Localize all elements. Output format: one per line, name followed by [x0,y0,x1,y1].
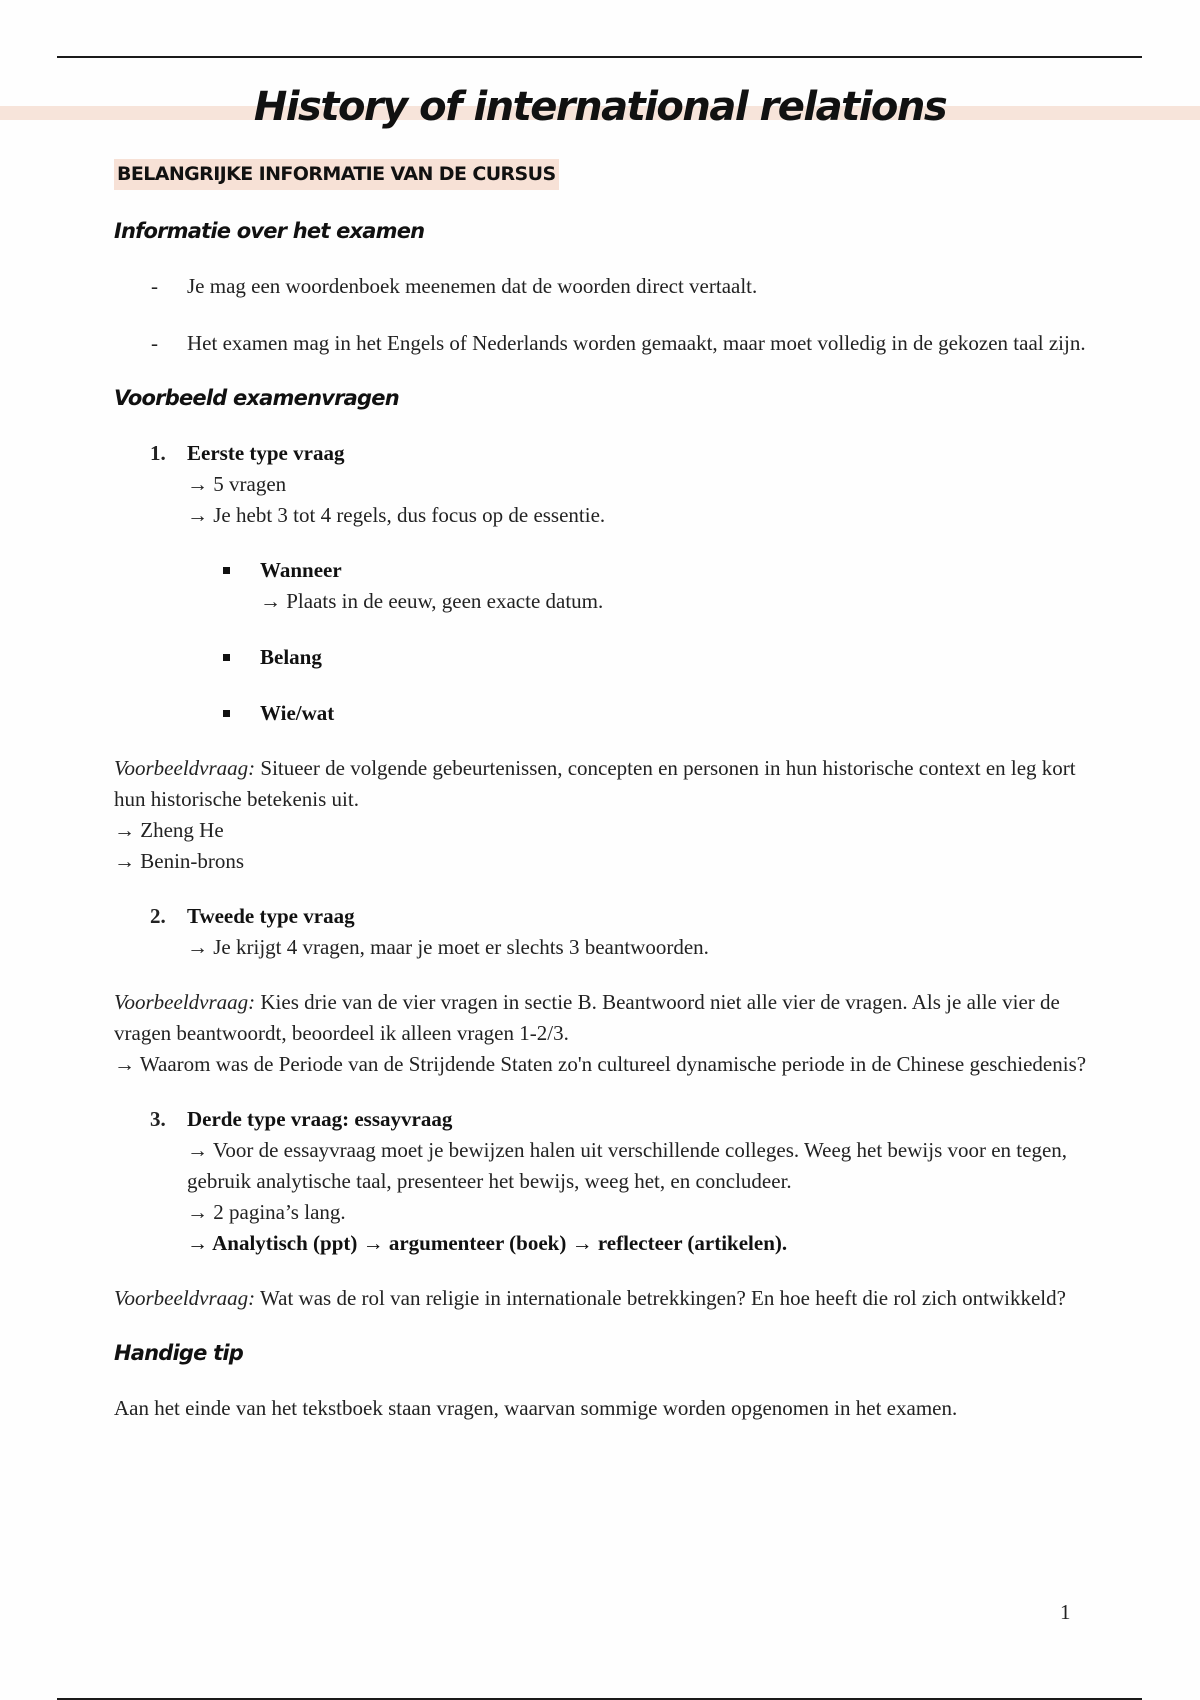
arrow-icon: → [114,818,135,842]
example-text: Situeer de volgende gebeurtenissen, concepten en personen in hun historische context en leg kort hun historische betekenis uit. [114,756,1076,811]
square-bullet-icon [223,710,230,717]
example-label: Voorbeeldvraag: [114,1286,256,1310]
square-bullet-icon [223,654,230,661]
page-title: History of international relations [253,84,947,130]
sub-item-label: Wie/wat [260,701,335,725]
arrow-icon: → [187,472,208,496]
exam-info-heading: Informatie over het examen [114,219,425,243]
exam-rule-dictionary: Je mag een woordenboek meenemen dat de woorden direct vertaalt. [187,274,758,298]
sub-item-note: Plaats in de eeuw, geen exacte datum. [286,589,604,613]
list-number: 3. [150,1107,166,1131]
arrow-icon: → [260,589,281,613]
question-type-2 [114,901,1104,963]
q2-line: Je krijgt 4 vragen, maar je moet er slechts 3 beantwoorden. [213,935,709,959]
q1-line: Je hebt 3 tot 4 regels, dus focus op de essentie. [213,503,606,527]
sub-item [114,698,1104,729]
example-text: Wat was de rol van religie in internationale betrekkingen? En hoe heeft die rol zich ontwikkeld? [260,1286,1066,1310]
arrow-icon: → [187,1231,208,1255]
examples-heading: Voorbeeld examenvragen [114,386,399,410]
list-number: 1. [150,441,166,465]
bullet-dash: - [151,331,158,355]
question-type-title: Derde type vraag: essayvraag [187,1107,453,1131]
example-question [114,987,1104,1049]
page-number: 1 [1060,1600,1071,1624]
top-rule [57,56,1142,58]
q3-line: Voor de essayvraag moet je bewijzen halen uit verschillende colleges. Weeg het bewijs voor en tegen, gebruik analytische taal, presenteer het bewijs, weeg het, en concludeer. [187,1138,1068,1193]
arrow-icon: → [187,1200,208,1224]
q3-line: 2 pagina’s lang. [213,1200,346,1224]
sub-item [114,642,1104,673]
example-text: Kies drie van de vier vragen in sectie B. Beantwoord niet alle vier de vragen. Als je alle vier de vragen beantwoordt, beoordeel ik alleen vragen 1-2/3. [114,990,1060,1045]
tip-heading: Handige tip [114,1341,243,1365]
example-item: Benin-brons [140,849,245,873]
document-body [114,158,1104,1424]
q3-bold-line: Analytisch (ppt) → argumenteer (boek) → reflecteer (artikelen). [212,1231,788,1255]
example-question [114,1283,1104,1314]
bullet-dash: - [151,274,158,298]
sub-item-label: Belang [260,645,322,669]
arrow-icon: → [187,935,208,959]
exam-rule-language: Het examen mag in het Engels of Nederlands worden gemaakt, maar moet volledig in de gekozen taal zijn. [187,331,1086,355]
sub-item-label: Wanneer [260,558,342,582]
arrow-icon: → [114,1052,135,1076]
example-item: Zheng He [140,818,224,842]
question-type-title: Tweede type vraag [187,904,355,928]
example-item: Waarom was de Periode van de Strijdende Staten zo'n cultureel dynamische periode in de Chinese geschiedenis? [139,1052,1087,1076]
arrow-icon: → [114,849,135,873]
question-type-3 [114,1104,1104,1259]
list-item [114,271,1104,302]
q1-line: 5 vragen [213,472,287,496]
square-bullet-icon [223,567,230,574]
arrow-icon: → [187,503,208,527]
tip-text: Aan het einde van het tekstboek staan vragen, waarvan sommige worden opgenomen in het examen. [114,1396,958,1420]
example-label: Voorbeeldvraag: [114,756,256,780]
list-number: 2. [150,904,166,928]
section-label: BELANGRIJKE INFORMATIE VAN DE CURSUS [114,159,559,190]
section-label-row [114,158,1104,192]
sub-item [114,555,1104,617]
list-item [114,328,1104,359]
question-type-title: Eerste type vraag [187,441,345,465]
arrow-icon: → [187,1138,208,1162]
question-type-1 [114,438,1104,531]
example-question [114,753,1104,815]
example-label: Voorbeeldvraag: [114,990,256,1014]
